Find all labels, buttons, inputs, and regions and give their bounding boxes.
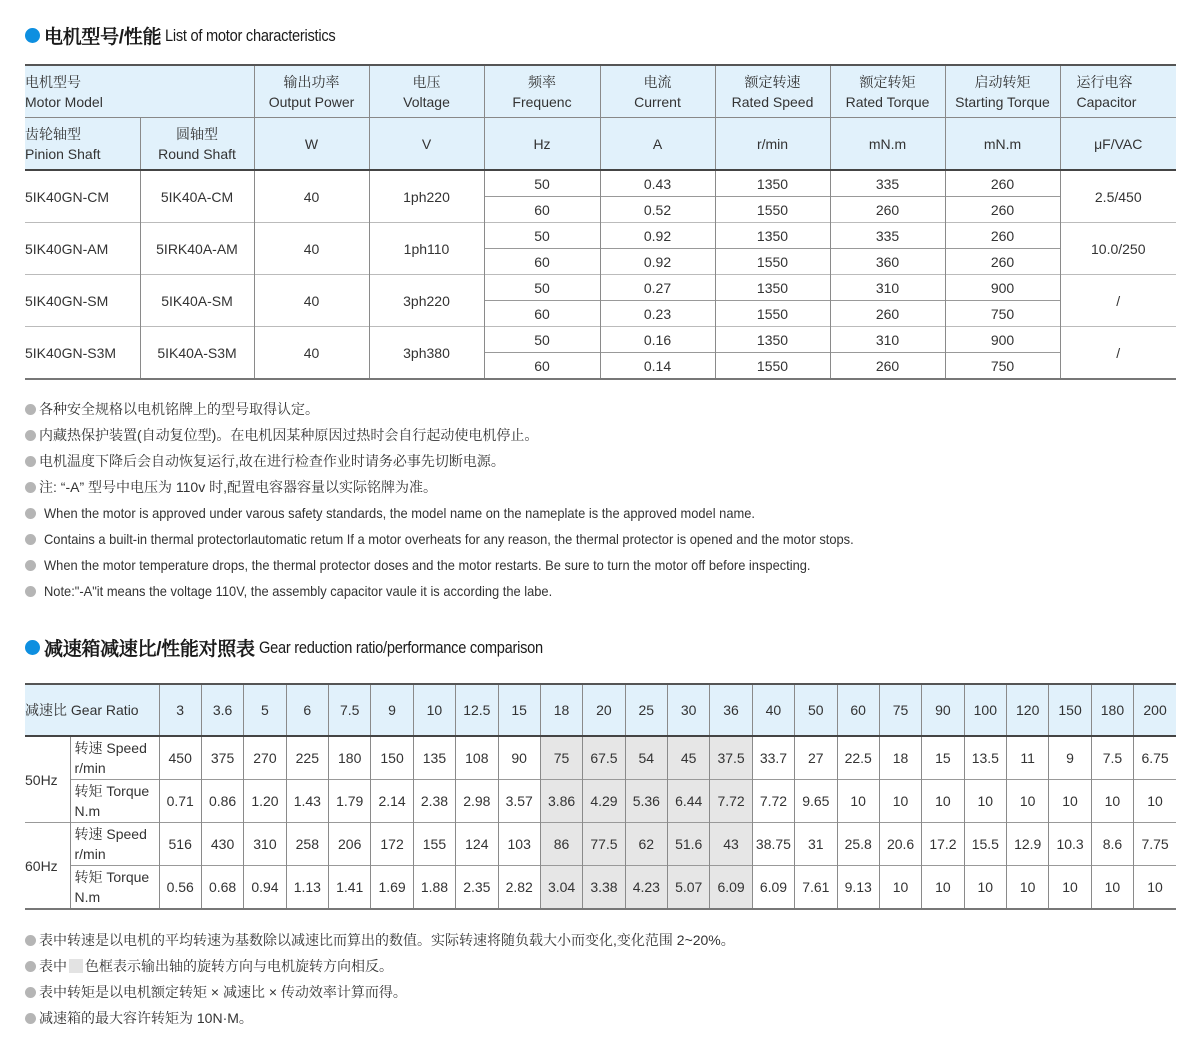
bullet-icon	[25, 534, 36, 545]
unit-voltage: V	[369, 118, 484, 171]
value-cell: 225	[286, 736, 328, 780]
round-shaft-model: 5IK40A-SM	[140, 275, 254, 327]
gear-ratio-header-cell: 3.6	[201, 684, 243, 736]
value-cell: 12.9	[1007, 823, 1049, 866]
note-item	[25, 578, 924, 604]
value-cell: 7.72	[752, 780, 794, 823]
header-rated-speed: 额定转速 Rated Speed	[715, 65, 830, 118]
value-cell: 2.35	[456, 866, 498, 910]
table-row	[25, 780, 1176, 823]
value-cell: 103	[498, 823, 540, 866]
header-capacitor: 运行电容 Capacitor	[1060, 65, 1176, 118]
row-label-main: 转速 Speed	[74, 740, 147, 756]
gear-ratio-header-cell: 7.5	[329, 684, 371, 736]
motor-characteristics-table	[25, 64, 1176, 380]
value-cell: 10	[1049, 780, 1091, 823]
note-item	[25, 927, 735, 953]
value-cell: 10	[922, 866, 964, 910]
note-text: 各种安全规格以电机铭牌上的型号取得认定。	[39, 401, 319, 417]
gear-ratio-table	[25, 683, 1176, 910]
bullet-icon	[25, 456, 36, 467]
value-cell: 0.56	[159, 866, 201, 910]
value-cell: 1.79	[329, 780, 371, 823]
note-item	[25, 500, 924, 526]
gear-ratio-header-cell: 12.5	[456, 684, 498, 736]
bullet-dot-icon	[25, 28, 40, 43]
current-cell: 0.52	[600, 197, 715, 223]
section-title-cn: 电机型号/性能	[44, 27, 162, 48]
row-label	[70, 823, 159, 866]
note-item	[25, 448, 924, 474]
bullet-icon	[25, 482, 36, 493]
note-item	[25, 979, 735, 1005]
speed-cell: 1550	[715, 197, 830, 223]
note-item	[25, 422, 924, 448]
value-cell: 150	[371, 736, 413, 780]
rated-torque-cell: 335	[830, 170, 945, 197]
value-cell: 135	[413, 736, 455, 780]
value-cell: 7.61	[795, 866, 837, 910]
value-cell: 6.09	[710, 866, 752, 910]
table-row	[25, 223, 1176, 249]
section-title-motor-characteristics	[25, 22, 363, 49]
output-power-cell: 40	[254, 223, 369, 275]
value-cell: 10	[879, 866, 921, 910]
note-text: 表中转速是以电机的平均转速为基数除以减速比而算出的数值。实际转速将随负载大小而变化,变化范围 2~20%。	[39, 932, 735, 948]
freq-cell: 60	[484, 249, 600, 275]
unit-current: A	[600, 118, 715, 171]
output-power-cell: 40	[254, 275, 369, 327]
frequency-label: 50Hz	[25, 771, 58, 788]
note-item	[25, 953, 735, 979]
value-cell: 9	[1049, 736, 1091, 780]
note-text: 表中	[39, 958, 67, 974]
gear-ratio-header-row	[25, 684, 1176, 736]
round-shaft-model: 5IRK40A-AM	[140, 223, 254, 275]
note-text: 内藏热保护装置(自动复位型)。在电机因某种原因过热时会自行起动使电机停止。	[39, 427, 539, 443]
speed-cell: 1350	[715, 223, 830, 249]
output-power-cell: 40	[254, 327, 369, 380]
row-label-main: 转矩 Torque	[74, 869, 150, 885]
value-cell: 4.23	[625, 866, 667, 910]
gear-ratio-header-cell: 90	[922, 684, 964, 736]
rated-torque-cell: 260	[830, 197, 945, 223]
gear-ratio-header-cell: 10	[413, 684, 455, 736]
speed-cell: 1350	[715, 327, 830, 353]
bullet-icon	[25, 935, 36, 946]
value-cell: 20.6	[879, 823, 921, 866]
table-row	[25, 327, 1176, 353]
header-motor-model: 电机型号 Motor Model	[25, 65, 254, 118]
bullet-icon	[25, 1013, 36, 1024]
table-row	[25, 866, 1176, 910]
header-frequency: 频率 Frequenc	[484, 65, 600, 118]
freq-cell: 60	[484, 301, 600, 327]
current-cell: 0.16	[600, 327, 715, 353]
row-label-unit: r/min	[74, 760, 106, 776]
header-starting-torque: 启动转矩 Starting Torque	[945, 65, 1060, 118]
starting-torque-cell: 900	[945, 327, 1060, 353]
header-row-units	[25, 118, 1176, 171]
value-cell: 10	[1091, 866, 1133, 910]
row-label-unit: N.m	[74, 803, 101, 819]
table-row	[25, 275, 1176, 301]
current-cell: 0.92	[600, 223, 715, 249]
unit-power: W	[254, 118, 369, 171]
unit-starting-torque: mN.m	[945, 118, 1060, 171]
voltage-cell: 1ph110	[369, 223, 484, 275]
starting-torque-cell: 260	[945, 170, 1060, 197]
gear-ratio-header-cell: 15	[498, 684, 540, 736]
value-cell: 67.5	[583, 736, 625, 780]
unit-frequency: Hz	[484, 118, 600, 171]
header-row-names	[25, 65, 1176, 118]
table-row	[25, 736, 1176, 780]
gear-ratio-header-cell: 9	[371, 684, 413, 736]
value-cell: 0.71	[159, 780, 201, 823]
pinion-shaft-model: 5IK40GN-CM	[25, 188, 110, 205]
value-cell: 11	[1007, 736, 1049, 780]
starting-torque-cell: 260	[945, 223, 1060, 249]
capacitor-cell: /	[1060, 275, 1176, 327]
value-cell: 27	[795, 736, 837, 780]
value-cell: 15.5	[964, 823, 1006, 866]
motor-table-body	[25, 170, 1176, 379]
rated-torque-cell: 335	[830, 223, 945, 249]
value-cell: 1.88	[413, 866, 455, 910]
note-item	[25, 396, 924, 422]
speed-cell: 1550	[715, 249, 830, 275]
value-cell: 10	[837, 780, 879, 823]
value-cell: 0.86	[201, 780, 243, 823]
value-cell: 180	[329, 736, 371, 780]
value-cell: 3.04	[540, 866, 582, 910]
note-text: Contains a built-in thermal protectorlautomatic retum If a motor overheats for any reason, the thermal protector is opened and the motor stops.	[44, 531, 854, 547]
value-cell: 516	[159, 823, 201, 866]
speed-cell: 1550	[715, 353, 830, 380]
note-item	[25, 474, 924, 500]
capacitor-cell: 2.5/450	[1060, 170, 1176, 223]
value-cell: 5.07	[668, 866, 710, 910]
value-cell: 22.5	[837, 736, 879, 780]
value-cell: 6.75	[1134, 736, 1176, 780]
value-cell: 8.6	[1091, 823, 1133, 866]
value-cell: 1.41	[329, 866, 371, 910]
header-current: 电流 Current	[600, 65, 715, 118]
speed-cell: 1550	[715, 301, 830, 327]
section-title-en: Gear reduction ratio/performance comparison	[258, 637, 543, 657]
rated-torque-cell: 360	[830, 249, 945, 275]
value-cell: 310	[244, 823, 286, 866]
starting-torque-cell: 750	[945, 353, 1060, 380]
value-cell: 7.5	[1091, 736, 1133, 780]
value-cell: 1.20	[244, 780, 286, 823]
freq-cell: 50	[484, 223, 600, 249]
bullet-icon	[25, 961, 36, 972]
note-text: 减速箱的最大容许转矩为 10N·M。	[39, 1010, 253, 1026]
voltage-cell: 3ph380	[369, 327, 484, 380]
speed-cell: 1350	[715, 275, 830, 301]
gear-ratio-header-cell: 18	[540, 684, 582, 736]
capacitor-cell: 10.0/250	[1060, 223, 1176, 275]
row-label	[70, 866, 159, 910]
value-cell: 9.13	[837, 866, 879, 910]
freq-cell: 60	[484, 353, 600, 380]
value-cell: 3.57	[498, 780, 540, 823]
gear-ratio-label: 减速比 Gear Ratio	[25, 684, 159, 736]
value-cell: 15	[922, 736, 964, 780]
value-cell: 17.2	[922, 823, 964, 866]
freq-cell: 50	[484, 170, 600, 197]
row-label-main: 转速 Speed	[74, 826, 147, 842]
value-cell: 75	[540, 736, 582, 780]
value-cell: 10.3	[1049, 823, 1091, 866]
value-cell: 45	[668, 736, 710, 780]
value-cell: 9.65	[795, 780, 837, 823]
value-cell: 2.98	[456, 780, 498, 823]
section-title-gear-ratio	[25, 634, 589, 661]
gear-ratio-header-cell: 5	[244, 684, 286, 736]
current-cell: 0.43	[600, 170, 715, 197]
table-row	[25, 170, 1176, 197]
gear-ratio-header-cell: 6	[286, 684, 328, 736]
current-cell: 0.27	[600, 275, 715, 301]
value-cell: 10	[1007, 780, 1049, 823]
value-cell: 2.38	[413, 780, 455, 823]
value-cell: 7.75	[1134, 823, 1176, 866]
value-cell: 90	[498, 736, 540, 780]
value-cell: 450	[159, 736, 201, 780]
bullet-icon	[25, 508, 36, 519]
starting-torque-cell: 260	[945, 249, 1060, 275]
value-cell: 10	[964, 780, 1006, 823]
value-cell: 10	[1091, 780, 1133, 823]
starting-torque-cell: 260	[945, 197, 1060, 223]
value-cell: 2.82	[498, 866, 540, 910]
starting-torque-cell: 750	[945, 301, 1060, 327]
value-cell: 10	[1007, 866, 1049, 910]
gear-ratio-header-cell: 100	[964, 684, 1006, 736]
row-label	[70, 736, 159, 780]
value-cell: 62	[625, 823, 667, 866]
current-cell: 0.14	[600, 353, 715, 380]
value-cell: 37.5	[710, 736, 752, 780]
value-cell: 43	[710, 823, 752, 866]
value-cell: 270	[244, 736, 286, 780]
row-label-unit: N.m	[74, 889, 101, 905]
note-text: 色框表示输出轴的旋转方向与电机旋转方向相反。	[85, 958, 393, 974]
value-cell: 51.6	[668, 823, 710, 866]
current-cell: 0.23	[600, 301, 715, 327]
note-text: Note:"-A"it means the voltage 110V, the assembly capacitor vaule it is according the labe.	[44, 583, 553, 599]
note-text: 注: “-A” 型号中电压为 110v 时,配置电容器容量以实际铭牌为准。	[39, 479, 437, 495]
round-shaft-model: 5IK40A-CM	[140, 170, 254, 223]
pinion-shaft-model: 5IK40GN-SM	[25, 275, 140, 327]
gear-ratio-header-cell: 36	[710, 684, 752, 736]
value-cell: 10	[1134, 780, 1176, 823]
value-cell: 86	[540, 823, 582, 866]
rated-torque-cell: 310	[830, 327, 945, 353]
header-output-power: 输出功率 Output Power	[254, 65, 369, 118]
value-cell: 3.38	[583, 866, 625, 910]
value-cell: 172	[371, 823, 413, 866]
output-power-cell: 40	[254, 170, 369, 223]
voltage-cell: 3ph220	[369, 275, 484, 327]
value-cell: 13.5	[964, 736, 1006, 780]
value-cell: 77.5	[583, 823, 625, 866]
value-cell: 6.09	[752, 866, 794, 910]
unit-capacitor: μF/VAC	[1060, 118, 1176, 171]
value-cell: 155	[413, 823, 455, 866]
row-label-unit: r/min	[74, 846, 106, 862]
starting-torque-cell: 900	[945, 275, 1060, 301]
voltage-cell: 1ph220	[369, 170, 484, 223]
value-cell: 10	[1134, 866, 1176, 910]
value-cell: 10	[964, 866, 1006, 910]
value-cell: 25.8	[837, 823, 879, 866]
pinion-shaft-model: 5IK40GN-AM	[25, 223, 140, 275]
rated-torque-cell: 310	[830, 275, 945, 301]
current-cell: 0.92	[600, 249, 715, 275]
value-cell: 206	[329, 823, 371, 866]
bullet-icon	[25, 560, 36, 571]
motor-notes	[25, 396, 924, 604]
value-cell: 10	[922, 780, 964, 823]
value-cell: 0.94	[244, 866, 286, 910]
gear-notes	[25, 927, 735, 1031]
gear-ratio-header-cell: 40	[752, 684, 794, 736]
bullet-icon	[25, 586, 36, 597]
note-item	[25, 526, 924, 552]
gear-ratio-header-cell: 30	[668, 684, 710, 736]
note-text: When the motor is approved under varous safety standards, the model name on the nameplate is the approved model name.	[44, 505, 755, 521]
value-cell: 10	[879, 780, 921, 823]
value-cell: 4.29	[583, 780, 625, 823]
table-row	[25, 823, 1176, 866]
speed-cell: 1350	[715, 170, 830, 197]
value-cell: 1.43	[286, 780, 328, 823]
value-cell: 0.68	[201, 866, 243, 910]
value-cell: 1.69	[371, 866, 413, 910]
value-cell: 3.86	[540, 780, 582, 823]
gear-ratio-header-cell: 3	[159, 684, 201, 736]
value-cell: 10	[1049, 866, 1091, 910]
value-cell: 430	[201, 823, 243, 866]
unit-rated-speed: r/min	[715, 118, 830, 171]
gear-ratio-header-cell: 25	[625, 684, 667, 736]
value-cell: 31	[795, 823, 837, 866]
bullet-icon	[25, 430, 36, 441]
round-shaft-model: 5IK40A-S3M	[140, 327, 254, 380]
gear-ratio-header-cell: 50	[795, 684, 837, 736]
pinion-shaft-model: 5IK40GN-S3M	[25, 327, 140, 380]
frequency-label: 60Hz	[25, 823, 70, 910]
header-rated-torque: 额定转矩 Rated Torque	[830, 65, 945, 118]
value-cell: 6.44	[668, 780, 710, 823]
gear-ratio-header-cell: 200	[1134, 684, 1176, 736]
rated-torque-cell: 260	[830, 353, 945, 380]
gray-swatch-icon	[69, 959, 83, 973]
gear-ratio-header-cell: 20	[583, 684, 625, 736]
value-cell: 38.75	[752, 823, 794, 866]
freq-cell: 50	[484, 327, 600, 353]
value-cell: 54	[625, 736, 667, 780]
gear-ratio-header-cell: 120	[1007, 684, 1049, 736]
header-pinion-shaft: 齿轮轴型 Pinion Shaft	[25, 118, 140, 171]
value-cell: 124	[456, 823, 498, 866]
value-cell: 2.14	[371, 780, 413, 823]
note-text: 电机温度下降后会自动恢复运行,故在进行检查作业时请务必事先切断电源。	[39, 453, 505, 469]
section-title-cn: 减速箱减速比/性能对照表	[44, 639, 255, 660]
note-item	[25, 1005, 735, 1031]
note-text: When the motor temperature drops, the thermal protector doses and the motor restarts. Be sure to turn the motor off before inspecting.	[44, 557, 811, 573]
gear-ratio-header-cell: 180	[1091, 684, 1133, 736]
value-cell: 33.7	[752, 736, 794, 780]
row-label	[70, 780, 159, 823]
header-voltage: 电压 Voltage	[369, 65, 484, 118]
bullet-dot-icon	[25, 640, 40, 655]
note-item	[25, 552, 924, 578]
header-round-shaft: 圆轴型 Round Shaft	[140, 118, 254, 171]
value-cell: 7.72	[710, 780, 752, 823]
gear-ratio-header-cell: 75	[879, 684, 921, 736]
bullet-icon	[25, 987, 36, 998]
row-label-main: 转矩 Torque	[74, 783, 150, 799]
freq-cell: 60	[484, 197, 600, 223]
section-title-en: List of motor characteristics	[165, 25, 336, 45]
gear-ratio-body	[25, 736, 1176, 909]
value-cell: 108	[456, 736, 498, 780]
unit-rated-torque: mN.m	[830, 118, 945, 171]
gear-ratio-header-cell: 60	[837, 684, 879, 736]
value-cell: 18	[879, 736, 921, 780]
rated-torque-cell: 260	[830, 301, 945, 327]
bullet-icon	[25, 404, 36, 415]
value-cell: 1.13	[286, 866, 328, 910]
gear-ratio-header-cell: 150	[1049, 684, 1091, 736]
value-cell: 258	[286, 823, 328, 866]
capacitor-cell: /	[1060, 327, 1176, 380]
freq-cell: 50	[484, 275, 600, 301]
value-cell: 5.36	[625, 780, 667, 823]
note-text: 表中转矩是以电机额定转矩 × 减速比 × 传动效率计算而得。	[39, 984, 407, 1000]
value-cell: 375	[201, 736, 243, 780]
